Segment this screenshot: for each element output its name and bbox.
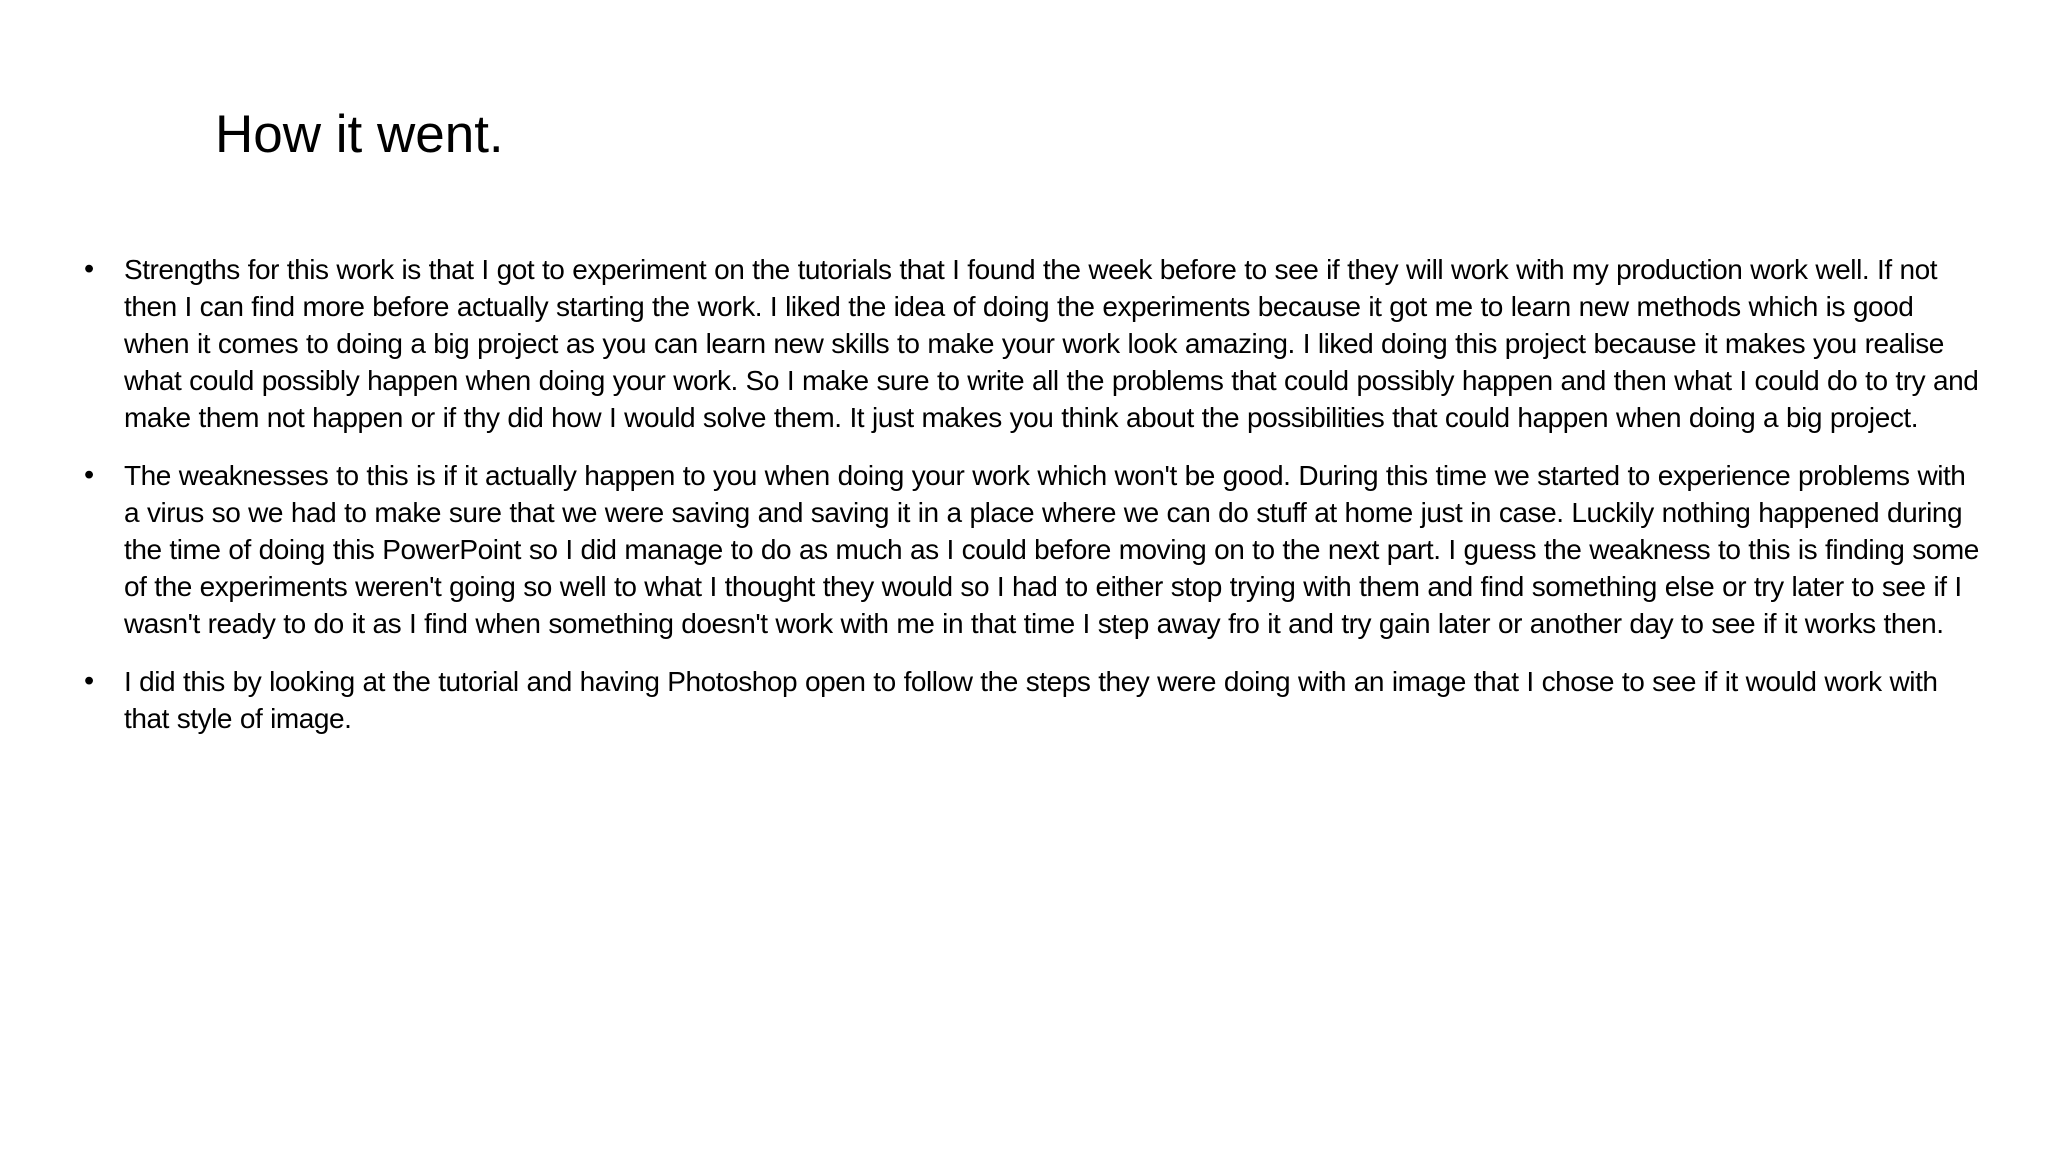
bullet-point-icon: • — [84, 665, 95, 697]
bullet-point-icon: • — [84, 459, 95, 491]
bullet-text-strengths: Strengths for this work is that I got to experiment on the tutorials that I found the week before to see if they will work with my production work well. If not then I can find more before actually starting the work. I liked the idea of doing the experiments because it got me to learn new methods which is good when it comes to doing a big project as you can learn new skills to make your work look amazing. I liked doing this project because it makes you realise what could possibly happen when doing your work. So I make sure to write all the problems that could possibly happen and then what I could do to try and make them not happen or if thy did how I would solve them. It just makes you think about the possibilities that could happen when doing a big project. — [124, 254, 1979, 433]
bullet-text-method: I did this by looking at the tutorial and having Photoshop open to follow the steps they were doing with an image that I chose to see if it would work with that style of image. — [124, 666, 1938, 734]
slide-title: How it went. — [215, 105, 504, 164]
bullet-point-icon: • — [84, 253, 95, 285]
bullet-list — [80, 251, 1980, 758]
bullet-text-weaknesses: The weaknesses to this is if it actually happen to you when doing your work which won't be good. During this time we started to experience problems with a virus so we had to make sure that we were saving and saving it in a place where we can do stuff at home just in case. Luckily nothing happened during the time of doing this PowerPoint so I did manage to do as much as I could before moving on to the next part. I guess the weakness to this is finding some of the experiments weren't going so well to what I thought they would so I had to either stop trying with them and find something else or try later to see if I wasn't ready to do it as I find when something doesn't work with me in that time I step away fro it and try gain later or another day to see if it works then. — [124, 460, 1979, 639]
bullet-item-method — [80, 663, 1980, 737]
bullet-item-weaknesses — [80, 457, 1980, 642]
bullet-item-strengths — [80, 251, 1980, 436]
